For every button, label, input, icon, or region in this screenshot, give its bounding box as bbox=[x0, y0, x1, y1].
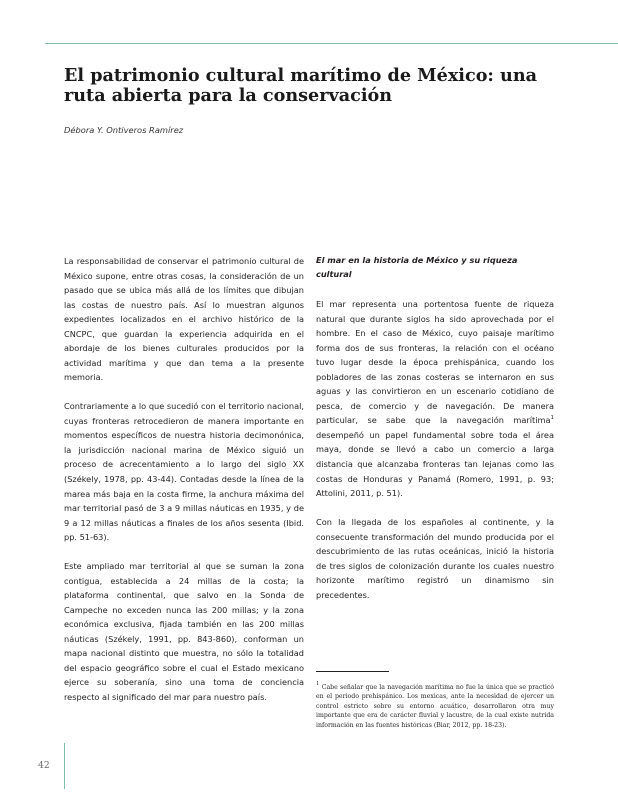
article-author: Débora Y. Ontiveros Ramírez bbox=[64, 125, 184, 135]
body-paragraph: Con la llegada de los españoles al continente, y la consecuente transformación del mundo producida por el descubrimiento de las rutas oceánicas, inició la historia de tres siglos de colonización durante los cuales nuestro horizonte marítimo registró un dinamismo sin precedentes. bbox=[316, 516, 554, 600]
page-number: 42 bbox=[38, 760, 50, 771]
footnote-separator bbox=[316, 671, 389, 672]
header-rule bbox=[45, 43, 618, 44]
page-number-rule bbox=[64, 743, 65, 789]
footnote-text: Cabe señalar que la navegación marítima no fue la única que se practicó en el periodo prehispánico. Los mexicas, ante la necesidad de ejercer un control estricto sobre su entorno acuático, desarrollaron otra muy importante que era de carácter fluvial y lacustre, de la cual existe nutrida información en las fuentes históricas (Biar, 2012, pp. 18-23). bbox=[316, 684, 554, 729]
article-title: El patrimonio cultural marítimo de México: una ruta abierta para la conservación bbox=[64, 65, 538, 106]
text-segment: El mar representa una portentosa fuente de riqueza natural que durante siglos ha sido aprovechada por el hombre. En el caso de México, cuyo paisaje marítimo forma dos de sus fronteras, la relación con el océano tuvo lugar desde la época prehispánica, cuando los pobladores de las zonas costeras se internaron en sus aguas y las convirtieron en un escenario cotidiano de pesca, de comercio y de navegación. De manera particular, se sabe que la navegación marítima bbox=[316, 299, 554, 426]
text-segment: desempeñó un papel fundamental sobre toda el área maya, donde se llevó a cabo un comercio a larga distancia que alcanzaba fronteras tan lejanas como las costas de Honduras y Panamá (Romero, 1991, p. 93; Attolini, 2011, p. 51). bbox=[316, 429, 554, 499]
right-column bbox=[316, 254, 554, 602]
body-paragraph: Este ampliado mar territorial al que se suman la zona contigua, establecida a 24 millas de la costa; la plataforma continental, que salvo en la Sonda de Campeche no exceden nunca las 200 millas; y la zona económica exclusiva, fijada también en las 200 millas náuticas (Székely, 1991, pp. 843-860), conforman un mapa nacional distinto que muestra, no sólo la totalidad del espacio geográfico sobre el cual el Estado mexicano ejerce su soberanía, sino una toma de conciencia respecto al significado del mar para nuestro país. bbox=[64, 560, 304, 702]
footnote-reference[interactable]: 1 bbox=[550, 415, 554, 422]
footnote-marker: 1 bbox=[316, 681, 320, 687]
left-column bbox=[64, 254, 304, 704]
section-heading: El mar en la historia de México y su riqueza cultural bbox=[316, 255, 518, 279]
footnote bbox=[316, 683, 554, 730]
body-paragraph bbox=[316, 297, 554, 501]
body-paragraph: La responsabilidad de conservar el patrimonio cultural de México supone, entre otras cosas, la consideración de un pasado que se ubica más allá de los límites que dibujan las costas de nuestro país. Así lo muestran algunos expedientes localizados en el archivo histórico de la CNCPC, que guardan la experiencia adquirida en el abordaje de los bienes culturales producidos por la actividad marítima y que dan tema a la presente memoria. bbox=[64, 256, 304, 383]
body-paragraph: Contrariamente a lo que sucedió con el territorio nacional, cuyas fronteras retrocedieron de manera importante en momentos específicos de nuestra historia decimonónica, la jurisdicción nacional marina de México siguió un proceso de acrecentamiento a lo largo del siglo XX (Székely, 1978, pp. 43-44). Contadas desde la línea de la marea más baja en la costa firme, la anchura máxima del mar territorial pasó de 3 a 9 millas náuticas en 1935, y de 9 a 12 millas náuticas a finales de los años sesenta (Ibid. pp. 51-63). bbox=[64, 401, 304, 543]
